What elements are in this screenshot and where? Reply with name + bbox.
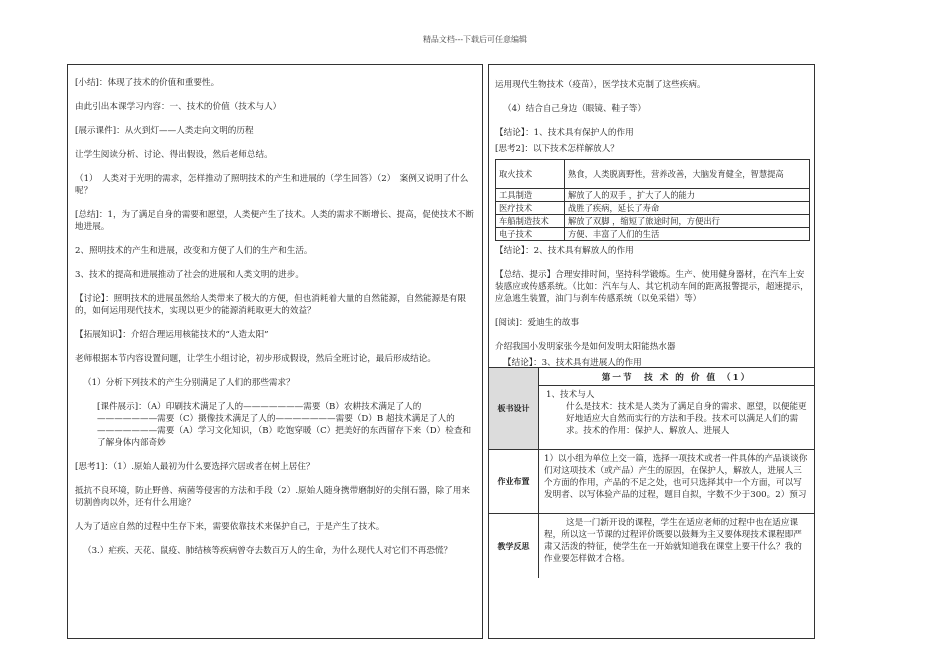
paragraph: [总结]：1，为了满足自身的需要和愿望，人类便产生了技术。人类的需求不断增长、提高，促使技术不断地进展。 (75, 210, 474, 232)
paragraph: 运用现代生物技术（疫苗），医学技术克制了这些疾病。 (495, 80, 706, 90)
table-cell: 方便、丰富了人们的生活 (565, 228, 810, 241)
conclusion-1: 【结论】：1、技术具有保护人的作用 (495, 128, 634, 138)
lesson-rows (489, 367, 814, 578)
table-row (496, 215, 810, 228)
paragraph: 让学生阅读分析、讨论、得出假设，然后老师总结。 (75, 150, 273, 160)
table-cell: 解放了双脚 ，缩短了旅途时间，方便出行 (565, 215, 810, 228)
board-title: 第一节 技 术 的 价 值 （1） (539, 368, 814, 386)
board-line: 1、技术与人 (546, 390, 595, 400)
table-row (496, 189, 810, 202)
left-panel (67, 64, 483, 639)
paragraph: [小结]：体现了技术的价值和重要性。 (75, 78, 220, 88)
paragraph: 【讨论】：照明技术的进展虽然给人类带来了极大的方便，但也消耗着大量的自然能源，自然能源是有限的，如何运用现代技术，实现以更少的能源消耗取更大的效益？ (75, 294, 467, 316)
paragraph: （3.）疟疾、天花、鼠疫、肺结核等疾病曾夺去数百万人的生命，为什么现代人对它们不再恐慌？ (83, 546, 453, 556)
paragraph: [思考2]：以下技术怎样解放人？ (495, 144, 619, 154)
right-panel (488, 64, 815, 639)
paragraph: [阅读]：爱迪生的故事 (495, 318, 580, 328)
conclusion-3: 【结论】：3、技术具有进展人的作用 (503, 358, 642, 368)
paragraph: [展示课件]：从火到灯——人类走向文明的历程 (75, 126, 254, 136)
table-cell: 熟食，人类脱离野性，营养改善，大脑发育健全，智慧提高 (565, 160, 810, 189)
page-header: 精品文档---下载后可任意编辑 (422, 35, 528, 44)
paragraph: 2、照明技术的产生和进展，改变和方便了人们的生产和生活。 (75, 246, 313, 256)
paragraph: 介绍我国小发明家张今是如何发明太阳能热水器 (495, 342, 676, 352)
paragraph: （1）分析下列技术的产生分别满足了人们的那些需求？ (83, 378, 295, 388)
liberation-table (495, 159, 810, 241)
homework-row (489, 450, 814, 514)
homework-text: 1）以小组为单位上交一篇，选择一项技术或者一件具体的产品谈谈你们对这项技术（或产品）产生的原因，在保护人，解放人，进展人三个方面的作用，产品的不足之处，也可只选择其中一个方面，可以写发明者、以写体验产品的过程，题目自拟，字数不少于300。2）预习 (544, 454, 808, 500)
board-line: 什么是技术：技术是人类为了满足自身的需求、愿望，以便能更好地适应大自然而实行的方法和手段。技术可以满足人们的需求。技术的作用：保护人、解放人、进展人 (566, 402, 807, 436)
paragraph: 人为了适应自然的过程中生存下来，需要依靠技术来保护自己，于是产生了技术。 (75, 522, 385, 532)
paragraph: 【拓展知识】：介绍合理运用核能技术的“人造太阳” (75, 330, 269, 340)
table-cell: 取火技术 (496, 160, 565, 189)
reflection-text: 这是一门新开设的课程，学生在适应老师的过程中也在适应课程，所以这一节课的过程评价既要以鼓舞为主又要体现技术课程即严肃又活泼的特征，使学生在一开始就知道我在课堂上要干什么？我的作业要怎样做才合格。 (544, 518, 802, 564)
paragraph: 老师根据本节内容设置问题，让学生小组讨论，初步形成假设，然后全班讨论，最后形成结论。 (75, 354, 436, 364)
paragraph: [思考1]：（1）.原始人最初为什么要选择穴居或者在树上居住？ (75, 462, 315, 472)
paragraph: 3、技术的提高和进展推动了社会的进展和人类文明的进步。 (75, 270, 304, 280)
board-row (489, 368, 814, 450)
table-cell: 车船制造技术 (496, 215, 565, 228)
board-label: 板书设计 (489, 368, 539, 449)
reflection-row (489, 514, 814, 578)
table-row (496, 202, 810, 215)
reflection-label: 教学反思 (489, 514, 539, 578)
paragraph: [课件展示]：（A）印刷技术满足了人的———————需要（B）农耕技术满足了人的———————需要（C）摄像技术满足了人的———————需要（D）B 超技术满足了人的———————需要（A）学习文化知识，（B）吃饱穿暖（C）把美好的东西留存下来（D）检查和了解身体内部奇妙 (97, 402, 472, 448)
paragraph: 由此引出本课学习内容：一、技术的价值（技术与人） (75, 102, 282, 112)
table-cell: 工具制造 (496, 189, 565, 202)
paragraph: （4）结合自己身边（眼镜、鞋子等） (503, 104, 646, 114)
table-cell: 解放了人的双手 ，扩大了人的能力 (565, 189, 810, 202)
paragraph: （1） 人类对于光明的需求，怎样推动了照明技术的产生和进展的（学生回答）（2） 案例又说明了什么呢？ (75, 174, 469, 196)
paragraph: 抵抗不良环境，防止野兽、病菌等侵害的方法和手段（2）.原始人随身携带磨制好的尖削石器，除了用来切割兽肉以外，还有什么用途？ (75, 486, 470, 508)
paragraph: 【总结、提示】合理安排时间，坚持科学锻炼。生产、使用健身器材，在汽车上安装感应或传感系统。（比如：汽车与人、其它机动车间的距离报警提示，超速提示，应急逃生装置，油门与刹车传感系统（以免采错）等） (495, 270, 809, 304)
table-row (496, 228, 810, 241)
conclusion-2: 【结论】：2、技术具有解放人的作用 (495, 246, 634, 256)
homework-label: 作业布置 (489, 450, 539, 513)
table-cell: 战胜了疾病，延长了寿命 (565, 202, 810, 215)
table-row (496, 160, 810, 189)
table-cell: 电子技术 (496, 228, 565, 241)
table-cell: 医疗技术 (496, 202, 565, 215)
